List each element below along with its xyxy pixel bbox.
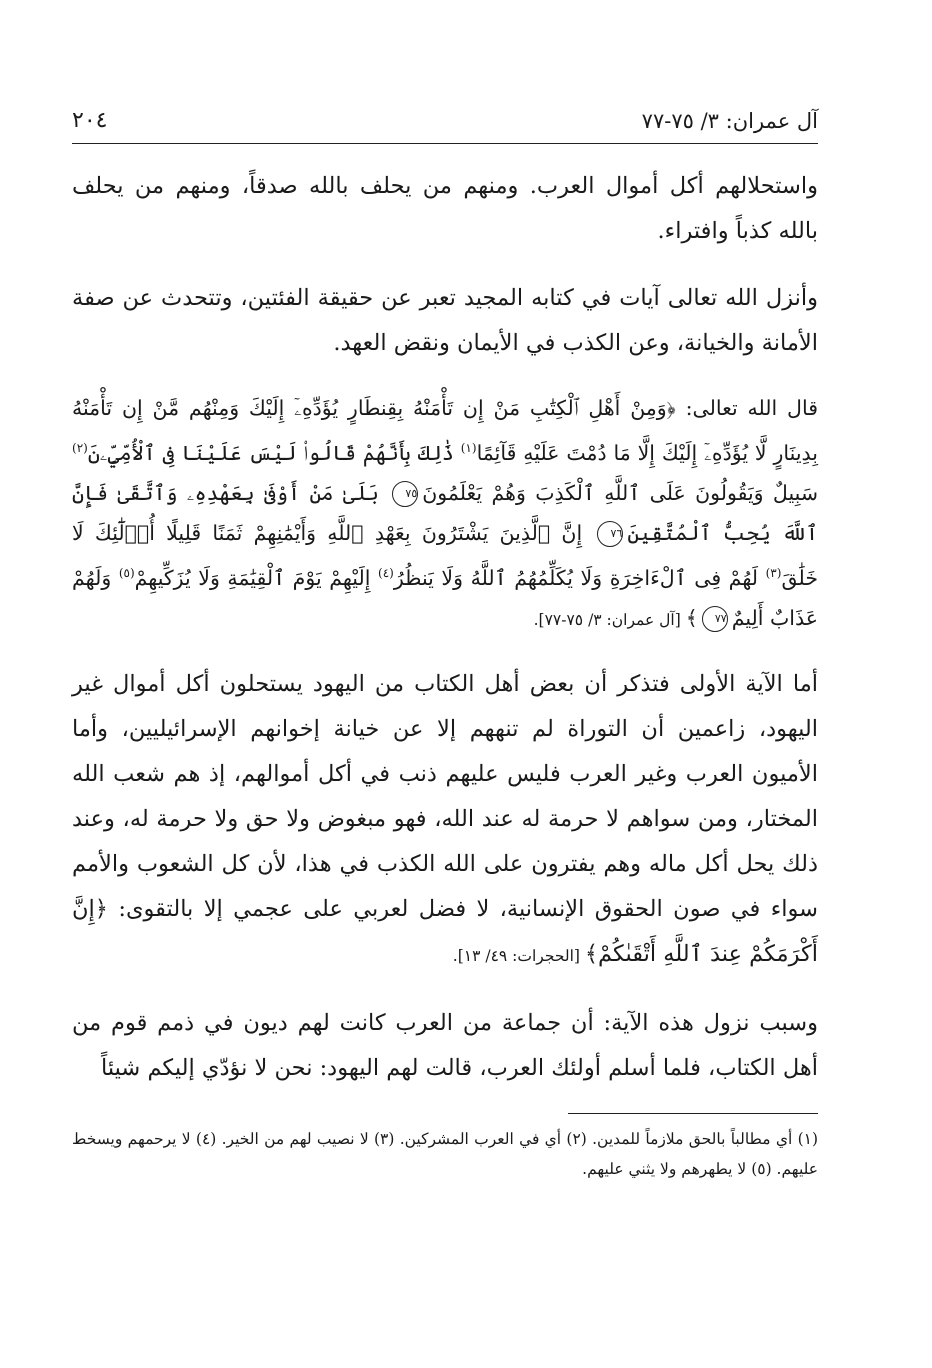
quran-quote-block [72, 388, 818, 640]
surah-reference: [آل عمران: ٣/ ٧٥-٧٧]. [533, 610, 686, 629]
quote-intro: قال الله تعالى: [675, 396, 818, 420]
page-number: ٢٠٤ [72, 108, 108, 133]
quran-segment: وَلَهُمْ عَذَابٌ أَلِيمٌ [72, 565, 818, 630]
footnote-marker: (٥) [118, 565, 135, 580]
verse-number-marker: ٧٦ [597, 521, 623, 547]
footnote-marker: (٣) [765, 565, 782, 580]
paragraph-2: وأنزل الله تعالى آيات في كتابه المجيد تعبر عن حقيقة الفئتين، وتتحدث عن صفة الأمانة والخيانة، وعن الكذب في الأيمان ونقض العهد. [72, 285, 818, 356]
book-page [72, 108, 818, 1184]
quran-segment: إِلَيْهِمْ يَوْمَ ٱلْقِيَٰمَةِ وَلَا يُزَكِّيهِمْ [134, 565, 379, 590]
quran-segment: لَهُمْ فِى ٱلْءَاخِرَةِ وَلَا يُكَلِّمُهُمُ ٱللَّهُ وَلَا يَنظُرُ [393, 565, 766, 590]
quran-segment: سَبِيلٌ وَيَقُولُونَ عَلَى ٱللَّهِ ٱلْكَذِبَ وَهُمْ يَعْلَمُونَ [422, 480, 818, 505]
inline-quran-quote: ﴿إِنَّ أَكْرَمَكُمْ عِندَ ٱللَّهِ أَتْقَىٰكُمْ﴾ [72, 895, 818, 967]
surah-reference: [الحجرات: ٤٩/ ١٣]. [452, 946, 585, 965]
verse-number-marker: ٧٧ [702, 606, 728, 632]
paragraph-3-text: أما الآية الأولى فتذكر أن بعض أهل الكتاب من اليهود يستحلون أكل أموال غير اليهود، زاعمين أن التوراة لم تنههم إلا عن خيانة إخوانهم الإسرائيليين، وأما الأميون العرب وغير العرب فليس عليهم ذنب في أكل أموالهم، إذ هم شعب الله المختار، ومن سواهم لا حرمة له عند الله، فهو مبغوض ولا حق ولا حرمة له، وعند ذلك يحل أكل ماله وهم يفترون على الله الكذب في هذا، لأن كل الشعوب والأمم سواء في صون الحقوق الإنسانية، لا فضل لعربي على عجمي إلا بالتقوى: [72, 670, 818, 922]
footnotes: (١) أي مطالباً بالحق ملازماً للمدين. (٢) أي في العرب المشركين. (٣) لا نصيب لهم من الخير. (٤) لا يرحمهم ويسخط عليهم. (٥) لا يطهرهم ولا يثني عليهم. [72, 1129, 819, 1178]
footnote-marker: (٤) [378, 565, 394, 580]
paragraph-4: وسبب نزول هذه الآية: أن جماعة من العرب كانت لهم ديون في ذمم قوم من أهل الكتاب، فلما أسلم أولئك العرب، قالت لهم اليهود: نحن لا نؤدّي إليكم شيئاً [72, 1009, 818, 1081]
footnote-divider [568, 1113, 818, 1114]
quran-segment: إِنَّ ٱلَّذِينَ يَشْتَرُونَ بِعَهْدِ ٱللَّهِ وَأَيْمَٰنِهِمْ ثَمَنًا قَلِيلًا أُو۟لَٰٓئِكَ لَا خَلَٰقَ [72, 520, 818, 590]
quran-segment: ﴿وَمِنْ أَهْلِ ٱلْكِتَٰبِ مَنْ إِن تَأْمَنْهُ بِقِنطَارٍ يُؤَدِّهِۦٓ إِلَيْكَ وَمِنْهُم مَّنْ إِن تَأْمَنْهُ بِدِينَارٍ لَّا يُؤَدِّهِۦٓ إِلَيْكَ إِلَّا مَا دُمْتَ عَلَيْهِ قَآئِمًا [72, 396, 818, 465]
quote-close: ﴾ [685, 605, 698, 630]
paragraph-3 [72, 662, 818, 979]
page-header [72, 108, 818, 144]
quran-segment: بَلَىٰ مَنْ أَوْفَىٰ بِعَهْدِهِۦ وَٱتَّقَىٰ فَإِنَّ ٱللَّهَ يُحِبُّ ٱلْمُتَّقِينَ [72, 480, 818, 545]
paragraph-1: واستحلالهم أكل أموال العرب. ومنهم من يحلف بالله صدقاً، ومنهم من يحلف بالله كذباً وافتراء. [72, 173, 818, 244]
running-title: آل عمران: ٣/ ٧٥-٧٧ [641, 109, 818, 133]
footnote-marker: (٢) [72, 441, 88, 455]
quran-segment: ذَٰلِكَ بِأَنَّهُمْ قَالُوا۟ لَيْسَ عَلَيْنَا فِى ٱلْأُمِّيِّۦنَ [87, 440, 461, 465]
footnote-marker: (١) [460, 441, 477, 455]
verse-number-marker: ٧٥ [392, 481, 418, 507]
